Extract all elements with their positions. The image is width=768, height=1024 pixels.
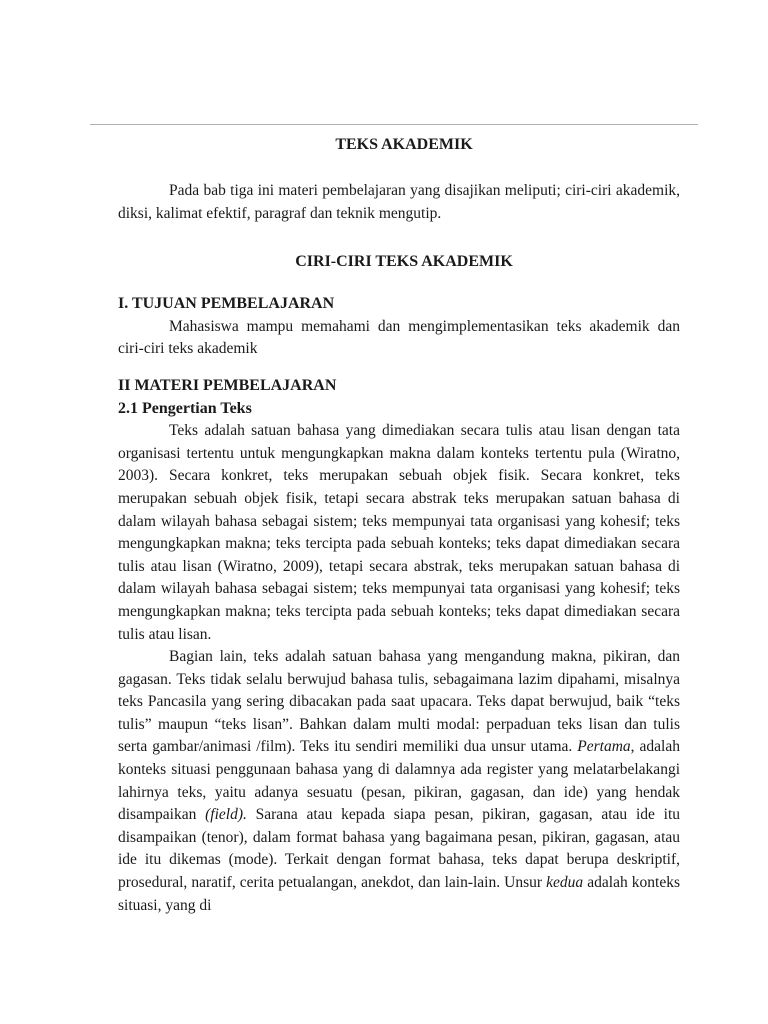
intro-paragraph: Pada bab tiga ini materi pembelajaran yang disajikan meliputi; ciri-ciri akademik, diksi, kalimat efektif, paragraf dan teknik mengutip.	[118, 182, 680, 222]
emphasis-pertama: Pertama	[577, 738, 631, 756]
body-paragraph-1: Teks adalah satuan bahasa yang dimediakan secara tulis atau lisan dengan tata organisasi tertentu untuk mengungkapkan makna dalam konteks tertentu pula (Wiratno, 2003). Secara konkret, teks merupakan sebuah objek fisik. Secara konkret, teks merupakan sebuah objek fisik, tetapi secara abstrak teks merupakan satuan bahasa di dalam wilayah bahasa sebagai sistem; teks mempunyai tata organisasi yang kohesif; teks mengungkapkan makna; teks tercipta pada sebuah konteks; teks dapat dimediakan secara tulis atau lisan (Wiratno, 2009), tetapi secara abstrak, teks merupakan satuan bahasa di dalam wilayah bahasa sebagai sistem; teks mempunyai tata organisasi yang kohesif; teks mengungkapkan makna; teks tercipta pada sebuah konteks; teks dapat dimediakan secara tulis atau lisan.	[118, 422, 680, 643]
section-heading-materi: II MATERI PEMBELAJARAN	[118, 376, 337, 394]
page-content	[118, 126, 680, 917]
paragraph-text: Sarana atau kepada siapa pesan, pikiran, gagasan, atau ide itu disampaikan (tenor), dalam format bahasa yang bagaimana pesan, pikiran, gagasan, atau ide itu dikemas (mode). Terkait dengan format bahasa, teks dapat berupa deskriptif, prosedural, naratif, cerita petualangan, anekdot, dan lain-lain. Unsur	[118, 806, 680, 892]
paragraph-text: , adalah konteks situasi penggunaan bahasa yang di dalamnya ada register yang melatarbelakangi lahirnya teks, yaitu adanya sesuatu (pesan, pikiran, gagasan, dan ide) yang hendak disampaikan	[118, 738, 680, 824]
subsection-heading-pengertian-teks: 2.1 Pengertian Teks	[118, 399, 252, 417]
header-rule	[90, 124, 698, 125]
body-paragraph-2	[118, 646, 680, 917]
paragraph-text: adalah konteks situasi, yang di	[118, 874, 680, 914]
document-title: TEKS AKADEMIK	[335, 136, 473, 153]
tujuan-paragraph: Mahasiswa mampu memahami dan mengimplementasikan teks akademik dan ciri-ciri teks akademik	[118, 317, 680, 358]
chapter-title: CIRI-CIRI TEKS AKADEMIK	[295, 253, 513, 271]
emphasis-kedua: kedua	[546, 874, 584, 892]
emphasis-field: (field).	[205, 806, 247, 824]
paragraph-text: Bagian lain, teks adalah satuan bahasa yang mengandung makna, pikiran, dan gagasan. Teks tidak selalu berwujud bahasa tulis, sebagaimana lazim dipahami, misalnya teks Pancasila yang sering dibacakan pada saat upacara. Teks dapat berwujud, baik “teks tulis” maupun “teks lisan”. Bahkan dalam multi modal: perpaduan teks lisan dan tulis serta gambar/animasi /film). Teks itu sendiri memiliki dua unsur utama.	[118, 648, 680, 756]
section-heading-tujuan: I. TUJUAN PEMBELAJARAN	[118, 295, 335, 313]
